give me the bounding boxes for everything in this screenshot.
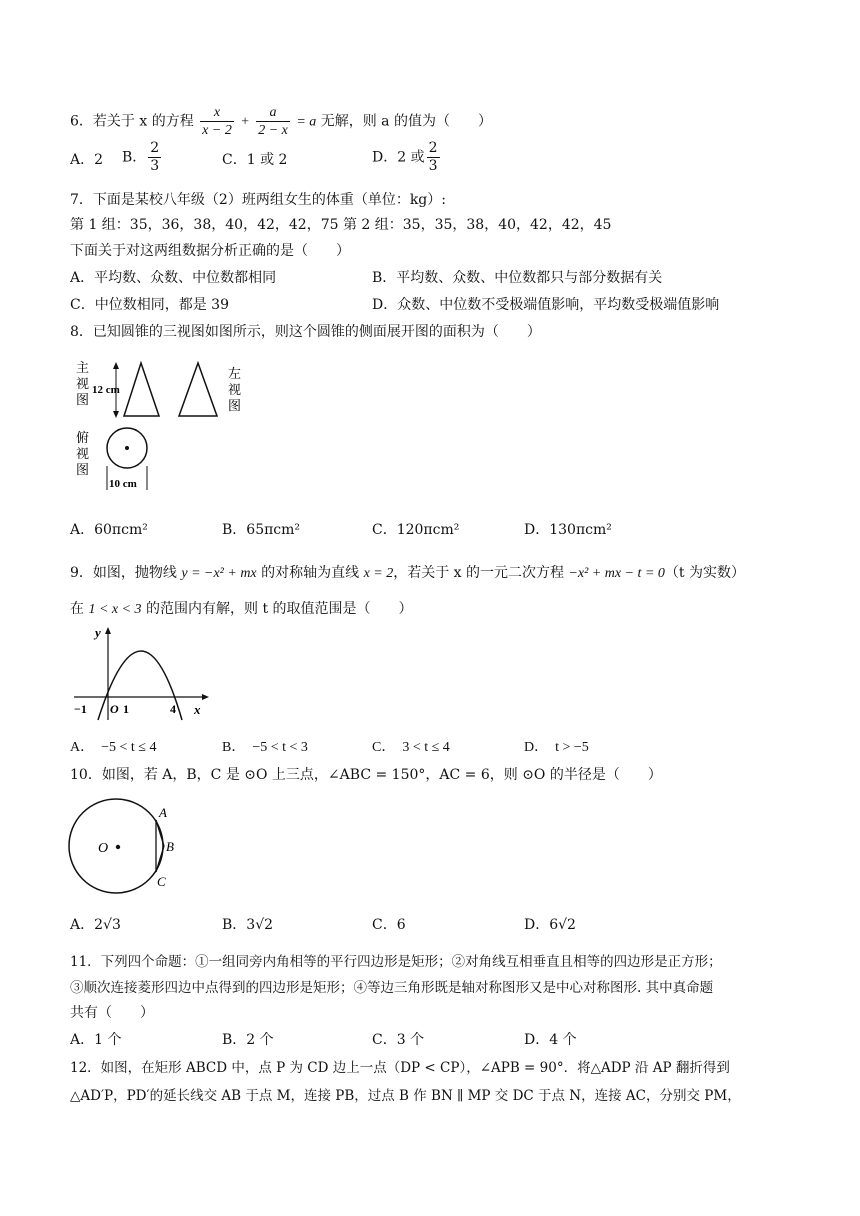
q9-y-arrow-icon [105, 627, 111, 634]
q6-f1-den: x − 2 [202, 123, 232, 138]
q9-origin-label: O [110, 702, 119, 716]
q9-y-label: y [95, 625, 101, 640]
q6-d-num: 2 [428, 140, 438, 156]
q9-x-arrow-icon [202, 694, 209, 700]
q6-option-b[interactable] [122, 140, 163, 175]
q11-option-c[interactable]: C．3 个 [372, 1032, 425, 1048]
q11-option-a[interactable]: A．1 个 [70, 1032, 122, 1048]
q6-eq: = a [296, 114, 317, 130]
q8-main-label-1: 主 [76, 360, 90, 375]
q9-x-label: x [194, 702, 201, 717]
q9-text-b: 的对称轴为直线 [256, 565, 364, 581]
q9-eq-parabola: y = −x² + mx [181, 566, 257, 581]
q12-line-1: 12．如图，在矩形 ABCD 中，点 P 为 CD 边上一点（DP < CP），∠APB = 90°．将△ADP 沿 AP 翻折得到 [70, 1060, 730, 1076]
q8-arrow-up-icon [113, 362, 119, 369]
q6-option-b-label: B． [122, 149, 147, 166]
q8-option-d[interactable]: D．130πcm² [524, 522, 612, 538]
q10-center-dot [116, 845, 120, 849]
q6-fraction-2 [256, 104, 290, 139]
q11-line-3: 共有（ ） [70, 1005, 154, 1021]
q10-label-o: O [98, 841, 109, 856]
q7-line-1: 7．下面是某校八年级（2）班两组女生的体重（单位：kg）: [70, 192, 446, 208]
q8-top-label-2: 视 [76, 446, 90, 461]
q6-option-b-frac [148, 140, 161, 175]
q8-three-view-figure [70, 358, 260, 498]
q7-option-a[interactable]: A．平均数、众数、中位数都相同 [70, 270, 277, 286]
q6-f2-den: 2 − x [258, 123, 288, 138]
q6-f1-num: x [200, 104, 234, 122]
q9-tick-1: 1 [123, 702, 129, 716]
q6-option-c[interactable]: C．1 或 2 [222, 152, 288, 168]
q6-option-d-label: D．2 或 [372, 149, 425, 166]
q6-f2-num: a [256, 104, 290, 122]
q8-left-label-2: 视 [228, 382, 242, 397]
q9-line-1 [70, 563, 745, 584]
q9-option-c[interactable]: C． 3 < t ≤ 4 [372, 740, 450, 755]
q8-option-c[interactable]: C．120πcm² [372, 522, 460, 538]
q8-height-label: 12 cm [92, 384, 120, 396]
q8-left-label-3: 图 [228, 398, 242, 413]
q10-circle [69, 799, 163, 893]
q9-eq-axis: x = 2 [363, 566, 394, 581]
q8-main-label-3: 图 [76, 392, 90, 407]
q10-label-c: C [157, 874, 166, 889]
q10-label-a: A [159, 805, 167, 820]
q8-top-label-1: 俯 [76, 430, 90, 445]
q10-chord-ab [156, 820, 164, 846]
q6-d-den: 3 [428, 158, 438, 174]
q10-chord-bc [156, 846, 164, 872]
q12-line-2: △AD′P，PD′的延长线交 AB 于点 M，连接 PB，过点 B 作 BN ∥ MP 交 DC 于点 N，连接 AC，分别交 PM， [70, 1088, 741, 1104]
q9-option-d[interactable]: D． t > −5 [524, 740, 589, 755]
q8-diameter-label: 10 cm [109, 478, 137, 490]
q8-stem: 8．已知圆锥的三视图如图所示，则这个圆锥的侧面展开图的面积为（ ） [70, 324, 541, 340]
q10-label-b: B [166, 839, 174, 854]
q10-option-b[interactable]: B．3√2 [222, 917, 274, 933]
q9-option-a[interactable]: A． −5 < t ≤ 4 [70, 740, 157, 755]
q6-suffix: 无解，则 a 的值为（ ） [320, 113, 492, 130]
q10-option-d[interactable]: D．6√2 [524, 917, 576, 933]
q8-left-view-triangle [179, 363, 217, 416]
q10-circle-figure [68, 798, 188, 898]
q8-left-label-1: 左 [228, 366, 242, 381]
q6-b-den: 3 [150, 158, 160, 174]
q11-line-2: ③顺次连接菱形四边中点得到的四边形是矩形；④等边三角形既是轴对称图形又是中心对称图形. 其中真命题 [70, 980, 714, 996]
q8-center-dot [125, 446, 129, 450]
q9-option-b[interactable]: B． −5 < t < 3 [222, 740, 308, 755]
q8-top-label-3: 图 [76, 462, 90, 477]
q8-option-a[interactable]: A．60πcm² [70, 522, 148, 538]
q9-line-2 [70, 599, 413, 620]
q9-eq-quadratic: −x² + mx − t = 0 [568, 566, 665, 581]
q7-option-d[interactable]: D．众数、中位数不受极端值影响，平均数受极端值影响 [372, 297, 720, 313]
q9-eq-range: 1 < x < 3 [88, 602, 142, 617]
q8-arrow-down-icon [113, 411, 119, 418]
q10-option-a[interactable]: A．2√3 [70, 917, 121, 933]
q6-option-a[interactable]: A．2 [70, 152, 104, 168]
q9-tick-minus1: −1 [74, 702, 87, 716]
q9-text-e: 在 [70, 601, 89, 617]
q9-tick-4: 4 [170, 702, 176, 716]
q6-prefix: 6．若关于 x 的方程 [70, 113, 194, 130]
q10-stem: 10．如图，若 A，B，C 是 ⊙O 上三点，∠ABC = 150°，AC = 6，则 ⊙O 的半径是（ ） [70, 767, 662, 783]
q9-text-f: 的范围内有解，则 t 的取值范围是（ ） [141, 601, 413, 617]
q6-plus: + [240, 114, 250, 130]
q9-text-c: ，若关于 x 的一元二次方程 [393, 565, 569, 581]
q6-option-d-frac [427, 140, 440, 175]
q9-text-a: 9．如图，抛物线 [70, 565, 182, 581]
q6-stem [70, 104, 492, 139]
q8-main-label-2: 视 [76, 376, 90, 391]
q6-option-d[interactable] [372, 140, 442, 175]
q7-line-3: 下面关于对这两组数据分析正确的是（ ） [70, 243, 350, 259]
q9-text-d: （t 为实数） [664, 565, 745, 581]
q11-option-d[interactable]: D．4 个 [524, 1032, 577, 1048]
q11-line-1: 11．下列四个命题：①一组同旁内角相等的平行四边形是矩形；②对角线互相垂直且相等的四边形是正方形； [70, 954, 722, 970]
q11-option-b[interactable]: B．2 个 [222, 1032, 274, 1048]
q10-option-c[interactable]: C．6 [372, 917, 406, 933]
q8-main-view-triangle [124, 363, 159, 416]
q7-option-b[interactable]: B．平均数、众数、中位数都只与部分数据有关 [372, 270, 663, 286]
q6-b-num: 2 [150, 140, 160, 156]
q7-line-2: 第 1 组：35，36，38，40，42，42，75 第 2 组：35，35，38，40，42，42，45 [70, 217, 612, 233]
q9-parabola-figure [70, 622, 210, 722]
q7-option-c[interactable]: C．中位数相同，都是 39 [70, 297, 229, 313]
q8-option-b[interactable]: B．65πcm² [222, 522, 301, 538]
q6-fraction-1 [200, 104, 234, 139]
